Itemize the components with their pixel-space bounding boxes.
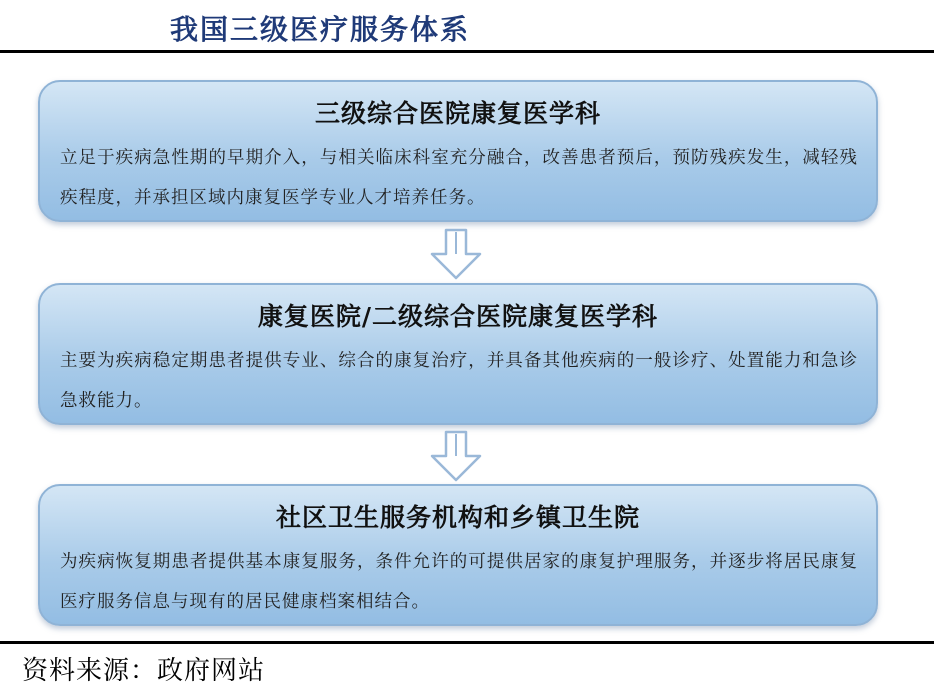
down-arrow-icon: [428, 430, 484, 482]
tier-title: 康复医院/二级综合医院康复医学科: [257, 302, 659, 331]
down-arrow-icon: [428, 228, 484, 280]
tier-title: 社区卫生服务机构和乡镇卫生院: [275, 503, 640, 532]
tier-description: 为疾病恢复期患者提供基本康复服务，条件允许的可提供居家的康复护理服务，并逐步将居民康复医疗服务信息与现有的居民健康档案相结合。: [60, 552, 858, 612]
bottom-divider: [0, 641, 934, 644]
tier-box-community: [38, 484, 878, 626]
diagram-title: 我国三级医疗服务体系: [170, 13, 471, 46]
tier-title: 三级综合医院康复医学科: [314, 99, 601, 128]
tier-description: 主要为疾病稳定期患者提供专业、综合的康复治疗，并具备其他疾病的一般诊疗、处置能力和急诊急救能力。: [60, 351, 858, 411]
tier-box-tertiary: [38, 80, 878, 222]
source-note: 资料来源：政府网站: [22, 656, 266, 686]
tier-box-secondary: [38, 283, 878, 425]
top-divider: [0, 50, 934, 53]
tier-description: 立足于疾病急性期的早期介入，与相关临床科室充分融合，改善患者预后，预防残疾发生，减轻残疾程度，并承担区域内康复医学专业人才培养任务。: [60, 148, 858, 208]
